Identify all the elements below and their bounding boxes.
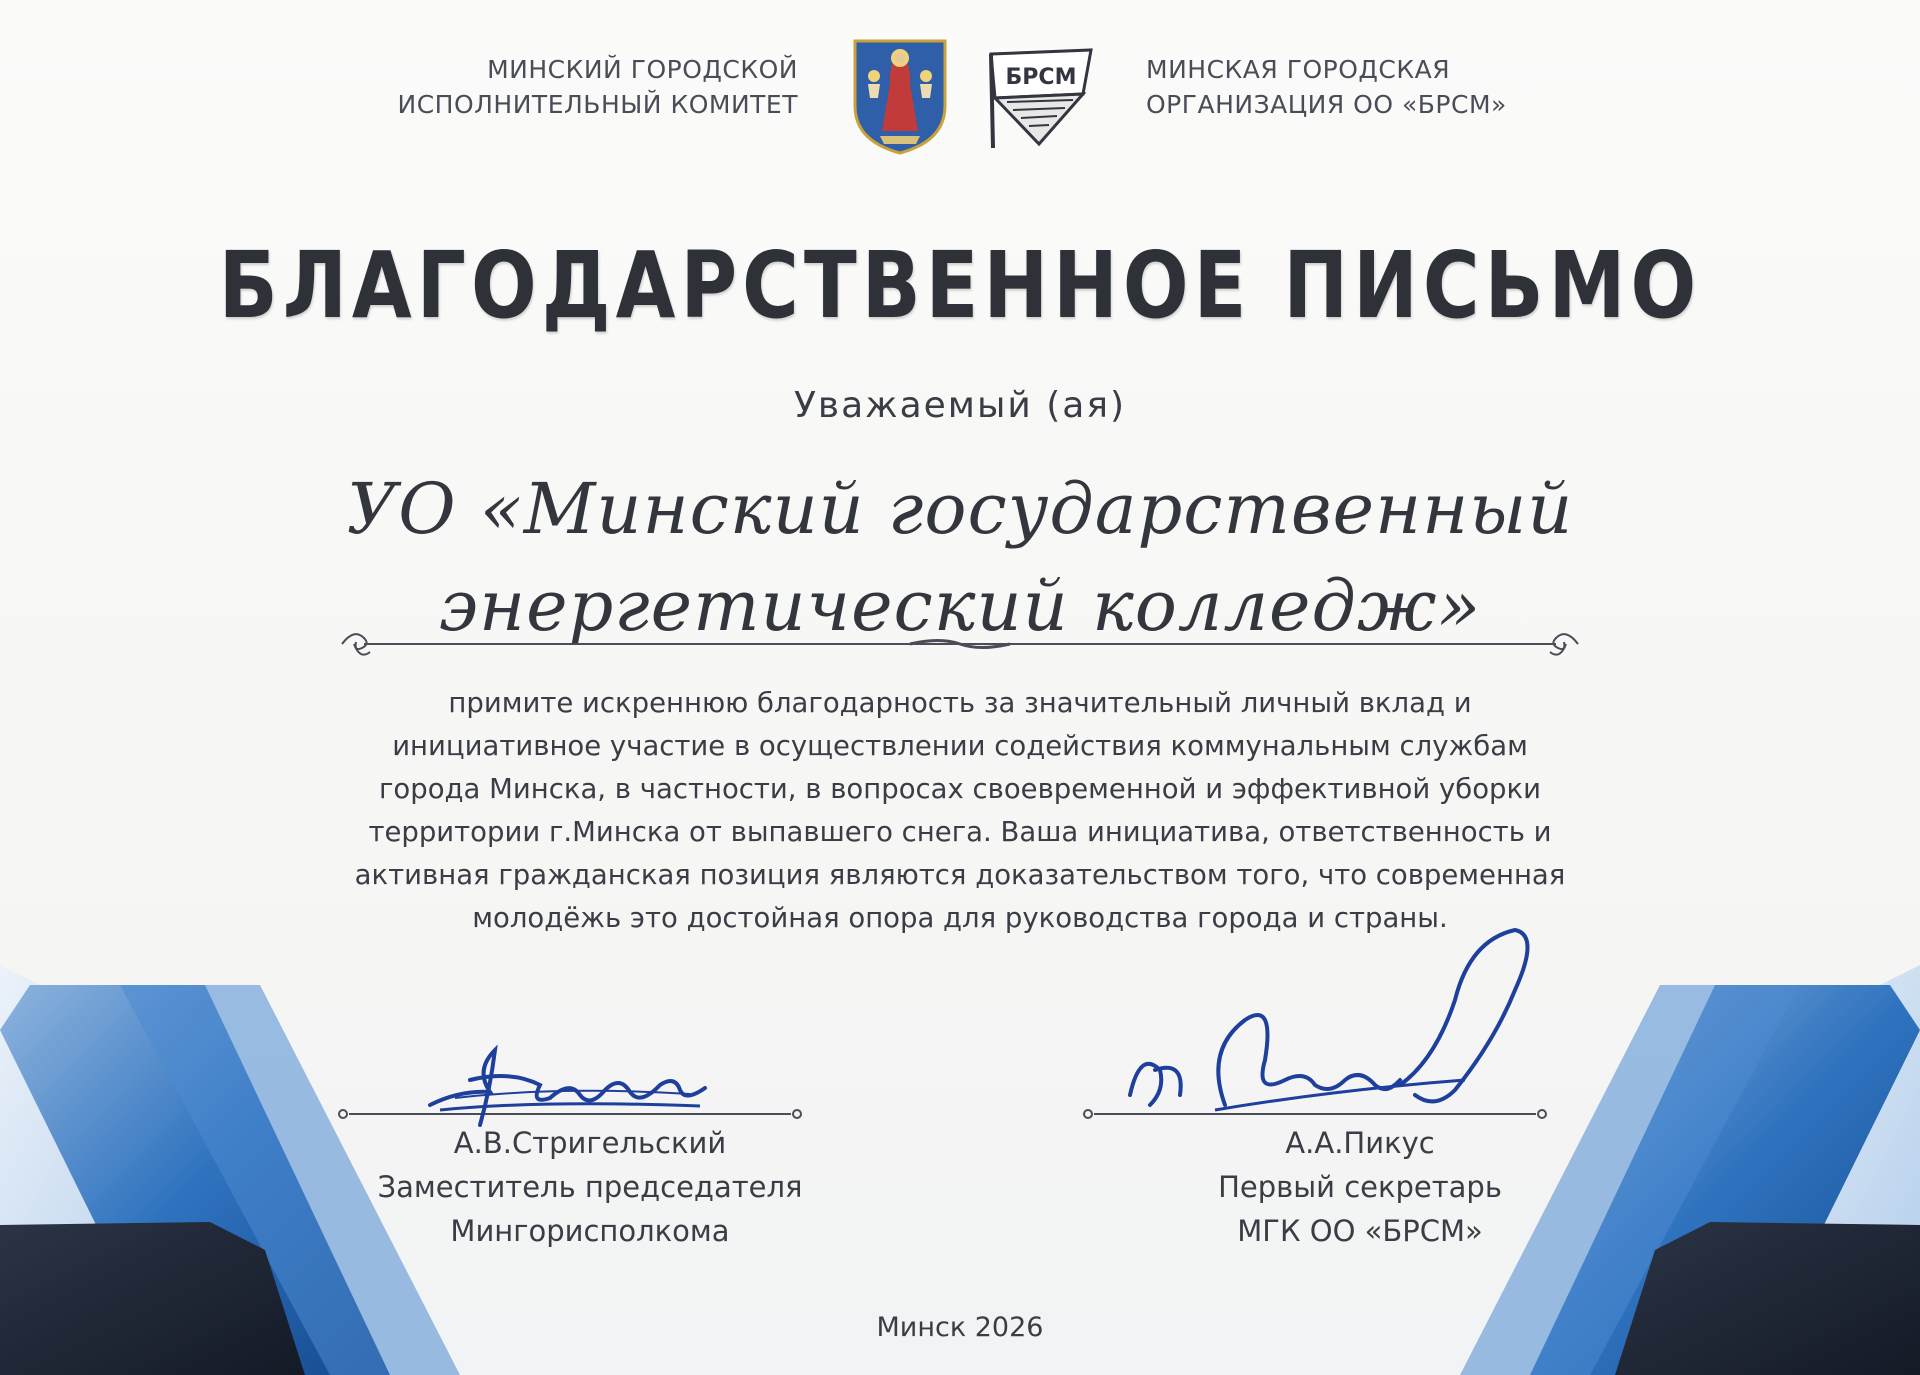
body-line-1: примите искреннюю благодарность за значительный личный вклад и <box>448 687 1472 719</box>
body-line-3: города Минска, в частности, в вопросах своевременной и эффективной уборки <box>378 773 1541 805</box>
letter-body <box>270 682 1650 940</box>
left-signer-block <box>330 1121 850 1253</box>
greeting: Уважаемый (ая) <box>793 385 1127 426</box>
body-line-6: молодёжь это достойная опора для руководства города и страны. <box>472 902 1448 934</box>
recipient-line-2: энергетический колледж» <box>438 565 1482 647</box>
org-left-name <box>398 52 799 122</box>
brsm-flag-logo-icon <box>983 44 1098 152</box>
body-line-2: инициативное участие в осуществлении содействия коммунальным службам <box>392 730 1528 762</box>
right-signer-name: А.А.Пикус <box>1285 1126 1435 1160</box>
minsk-coat-of-arms-icon <box>850 36 950 156</box>
left-signer-position-1: Заместитель председателя <box>377 1170 803 1204</box>
document-title: БЛАГОДАРСТВЕННОЕ ПИСЬМО <box>218 232 1702 339</box>
left-signer-name: А.В.Стригельский <box>453 1126 727 1160</box>
left-signer-position-2: Мингорисполкома <box>450 1214 730 1248</box>
ornamental-divider <box>340 622 1580 666</box>
recipient-line-1: УО «Минский государственный <box>346 468 1574 550</box>
body-line-4: территории г.Минска от выпавшего снега. Ваша инициатива, ответственность и <box>368 816 1552 848</box>
org-left-line-2: ИСПОЛНИТЕЛЬНЫЙ КОМИТЕТ <box>397 90 798 119</box>
org-right-line-2: ОРГАНИЗАЦИЯ ОО «БРСМ» <box>1146 90 1507 119</box>
org-right-name <box>1146 52 1507 122</box>
body-line-5: активная гражданская позиция являются доказательством того, что современная <box>354 859 1566 891</box>
right-signer-position-2: МГК ОО «БРСМ» <box>1237 1214 1483 1248</box>
place-and-year: Минск 2026 <box>876 1312 1044 1343</box>
org-right-line-1: МИНСКАЯ ГОРОДСКАЯ <box>1146 55 1451 84</box>
org-left-line-1: МИНСКИЙ ГОРОДСКОЙ <box>487 55 798 84</box>
right-signature <box>1115 920 1545 1120</box>
brsm-logo-text: БРСМ <box>1005 65 1077 90</box>
right-signer-block <box>1100 1121 1620 1253</box>
right-signer-position-1: Первый секретарь <box>1218 1170 1502 1204</box>
